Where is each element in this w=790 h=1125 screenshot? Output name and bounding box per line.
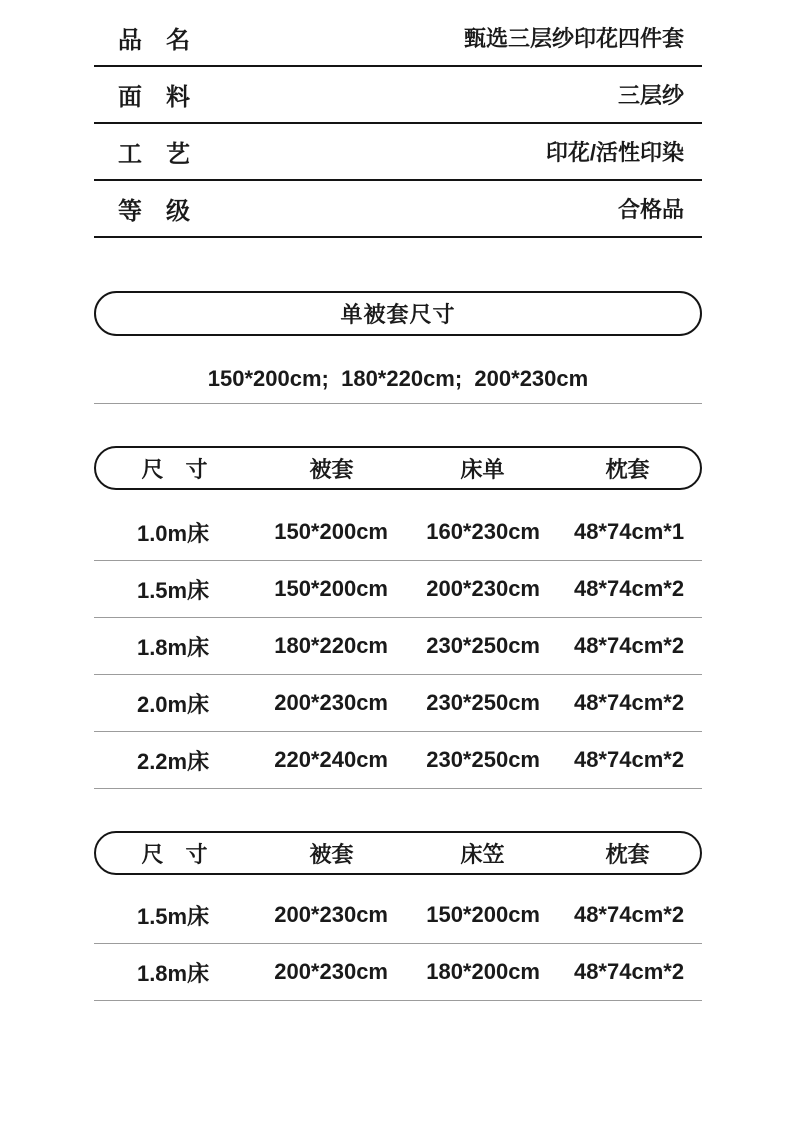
size-table-fitted-body	[94, 887, 702, 1001]
cell-bed-size: 2.2m床	[136, 748, 210, 774]
cell-duvet-cover: 220*240cm	[274, 747, 388, 772]
column-header-fitted-sheet: 床笠	[460, 841, 505, 867]
table-row	[94, 675, 702, 732]
cell-flat-sheet: 230*250cm	[426, 747, 540, 772]
cell-duvet-cover: 180*220cm	[274, 633, 388, 658]
cell-fitted-sheet: 150*200cm	[426, 902, 540, 927]
product-spec-list	[94, 10, 702, 238]
column-header-duvet-cover: 被套	[309, 841, 354, 867]
size-table-sheet-body	[94, 504, 702, 789]
cell-pillowcase: 48*74cm*2	[573, 633, 685, 658]
duvet-size-options: 150*200cm; 180*220cm; 200*230cm	[94, 354, 702, 404]
cell-bed-size: 1.8m床	[136, 960, 210, 986]
cell-bed-size: 1.8m床	[136, 634, 210, 660]
spec-label: 面 料	[118, 84, 190, 111]
cell-pillowcase: 48*74cm*1	[573, 519, 685, 544]
cell-duvet-cover: 200*230cm	[274, 959, 388, 984]
cell-flat-sheet: 230*250cm	[426, 690, 540, 715]
cell-pillowcase: 48*74cm*2	[573, 747, 685, 772]
spec-row-fabric	[94, 67, 702, 124]
size-table-sheet-header	[94, 446, 702, 490]
column-header-duvet-cover: 被套	[309, 456, 354, 482]
cell-duvet-cover: 200*230cm	[274, 902, 388, 927]
spec-label: 等 级	[118, 198, 190, 225]
cell-bed-size: 1.5m床	[136, 577, 210, 603]
table-row	[94, 944, 702, 1001]
spec-row-product-name	[94, 10, 702, 67]
cell-pillowcase: 48*74cm*2	[573, 959, 685, 984]
cell-duvet-cover: 200*230cm	[274, 690, 388, 715]
spec-label: 工 艺	[118, 141, 190, 168]
table-row	[94, 618, 702, 675]
cell-duvet-cover: 150*200cm	[274, 519, 388, 544]
spec-value: 三层纱	[617, 83, 684, 108]
column-header-pillowcase: 枕套	[605, 841, 650, 867]
duvet-size-banner	[94, 291, 702, 336]
cell-bed-size: 1.0m床	[136, 520, 210, 546]
cell-duvet-cover: 150*200cm	[274, 576, 388, 601]
cell-pillowcase: 48*74cm*2	[573, 690, 685, 715]
column-header-pillowcase: 枕套	[605, 456, 650, 482]
cell-bed-size: 1.5m床	[136, 903, 210, 929]
spec-value: 甄选三层纱印花四件套	[463, 26, 684, 51]
cell-fitted-sheet: 180*200cm	[426, 959, 540, 984]
cell-pillowcase: 48*74cm*2	[573, 902, 685, 927]
cell-flat-sheet: 200*230cm	[426, 576, 540, 601]
size-table-fitted	[94, 831, 702, 1001]
table-row	[94, 732, 702, 789]
table-row	[94, 561, 702, 618]
spec-row-craft	[94, 124, 702, 181]
column-header-size: 尺 寸	[141, 841, 208, 867]
table-row	[94, 504, 702, 561]
column-header-flat-sheet: 床单	[460, 456, 505, 482]
content-column	[94, 0, 702, 1001]
duvet-size-banner-title: 单被套尺寸	[340, 302, 456, 327]
size-table-sheet	[94, 446, 702, 789]
cell-flat-sheet: 230*250cm	[426, 633, 540, 658]
spec-value: 印花/活性印染	[545, 140, 684, 165]
spec-value: 合格品	[617, 197, 684, 222]
spec-label: 品 名	[118, 27, 190, 54]
cell-pillowcase: 48*74cm*2	[573, 576, 685, 601]
spec-row-grade	[94, 181, 702, 238]
size-table-fitted-header	[94, 831, 702, 875]
table-row	[94, 887, 702, 944]
column-header-size: 尺 寸	[141, 456, 208, 482]
cell-bed-size: 2.0m床	[136, 691, 210, 717]
cell-flat-sheet: 160*230cm	[426, 519, 540, 544]
